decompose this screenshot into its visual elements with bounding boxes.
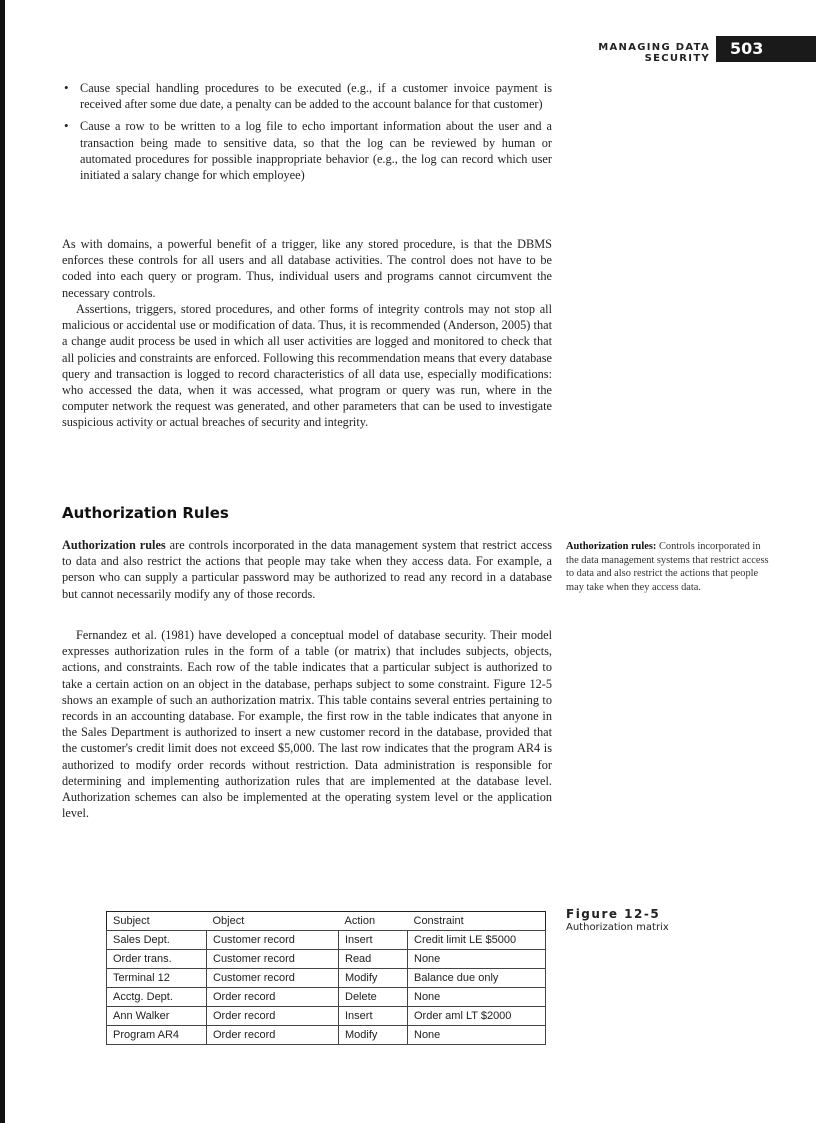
bullet-item: • Cause special handling procedures to be executed (e.g., if a customer invoice payment is received after some due date, a penalty can be added to the account balance for that customer) bbox=[62, 80, 552, 112]
table-cell: Read bbox=[339, 950, 408, 969]
paragraph-authorization-model: Fernandez et al. (1981) have developed a conceptual model of database security. Their model expresses authorization rules in the form of a table (or matrix) that includes subjects, objects, actions, and constraints. Each row of the table indicates that a particular subject is authorized to take a certain action on an object in the database, perhaps subject to some constraint. Figure 12-5 shows an example of such an authorization matrix. This table contains several entries pertaining to records in an accounting database. For example, the first row in the table indicates that anyone in the Sales Department is authorized to insert a new customer record in the database, provided that the customer's credit limit does not exceed $5,000. The last row indicates that the program AR4 is authorized to modify order records without restriction. Data administration is responsible for determining and implementing authorization rules that are implemented at the database level. Authorization schemes can also be implemented at the operating system level or the application level. bbox=[62, 628, 552, 821]
authorization-matrix-table bbox=[106, 911, 546, 1045]
column-header: Object bbox=[207, 912, 339, 931]
table-cell: Order record bbox=[207, 1026, 339, 1045]
bullet-item: • Cause a row to be written to a log file to echo important information about the user and a transaction being made to sensitive data, so that the log can be reviewed by human or automated procedures for possible inappropriate behavior (e.g., the log can record which user initiated a salary change for which employee) bbox=[62, 118, 552, 183]
table-cell: Acctg. Dept. bbox=[107, 988, 207, 1007]
table-cell: Customer record bbox=[207, 931, 339, 950]
table-header-row bbox=[107, 912, 546, 931]
figure-label bbox=[566, 908, 766, 934]
margin-definition bbox=[566, 540, 772, 594]
paragraph-trigger-benefit: As with domains, a powerful benefit of a trigger, like any stored procedure, is that the DBMS enforces these controls for all users and all database activities. The control does not have to be coded into each query or program. Thus, individual users and programs cannot circumvent the necessary controls. bbox=[62, 237, 552, 300]
paragraph-change-audit: Assertions, triggers, stored procedures, and other forms of integrity controls may not stop all malicious or accidental use or modification of data. Thus, it is recommended (Anderson, 2005) that a change audit process be used in which all user activities are logged and monitored to check that all policies and constraints are enforced. Following this recommendation means that every database query and transaction is logged to record characteristics of all data use, especially modifications: who accessed the data, when it was accessed, what program or query was run, where in the computer network the request was generated, and other parameters that can be used to investigate suspicious activity or actual breaches of security and integrity. bbox=[62, 302, 553, 430]
figure-caption: Authorization matrix bbox=[566, 922, 669, 933]
table-cell: None bbox=[408, 1026, 546, 1045]
table-cell: Balance due only bbox=[408, 969, 546, 988]
table-row bbox=[107, 1026, 546, 1045]
table-cell: Order record bbox=[207, 1007, 339, 1026]
page-number: 503 bbox=[716, 36, 816, 62]
table-cell: Order trans. bbox=[107, 950, 207, 969]
page-spine-edge bbox=[0, 0, 5, 1123]
table-cell: Insert bbox=[339, 931, 408, 950]
margin-text: Controls incorporated in the data management systems that restrict access to data and also restrict the actions that people may take when they access data. bbox=[566, 541, 769, 593]
bullet-list bbox=[62, 80, 552, 189]
table-cell: Ann Walker bbox=[107, 1007, 207, 1026]
table-cell: Insert bbox=[339, 1007, 408, 1026]
margin-term: Authorization rules: bbox=[566, 541, 657, 552]
table-row bbox=[107, 1007, 546, 1026]
table-cell: Modify bbox=[339, 1026, 408, 1045]
figure-number: Figure 12-5 bbox=[566, 907, 661, 921]
column-header: Action bbox=[339, 912, 408, 931]
table-cell: Delete bbox=[339, 988, 408, 1007]
section-heading: Authorization Rules bbox=[62, 504, 229, 522]
column-header: Constraint bbox=[408, 912, 546, 931]
table-cell: Customer record bbox=[207, 950, 339, 969]
table-row bbox=[107, 969, 546, 988]
table-cell: None bbox=[408, 950, 546, 969]
running-header: MANAGING DATA SECURITY bbox=[598, 42, 710, 64]
paragraph-authorization-definition bbox=[62, 537, 552, 602]
table-cell: Sales Dept. bbox=[107, 931, 207, 950]
table-cell: Terminal 12 bbox=[107, 969, 207, 988]
column-header: Subject bbox=[107, 912, 207, 931]
table-row bbox=[107, 988, 546, 1007]
table-row bbox=[107, 931, 546, 950]
table-cell: Order record bbox=[207, 988, 339, 1007]
table-cell: Program AR4 bbox=[107, 1026, 207, 1045]
table-cell: Modify bbox=[339, 969, 408, 988]
key-term: Authorization rules bbox=[62, 538, 166, 552]
paragraph-text: are controls incorporated in the data management system that restrict access to data and also restrict the actions that people may take when they access data. For example, a person who can supply a particular password may be authorized to read any record in a database but cannot necessarily modify any of those records. bbox=[62, 538, 553, 601]
table-cell: Order aml LT $2000 bbox=[408, 1007, 546, 1026]
table-row bbox=[107, 950, 546, 969]
table-cell: Credit limit LE $5000 bbox=[408, 931, 546, 950]
table-cell: None bbox=[408, 988, 546, 1007]
table-cell: Customer record bbox=[207, 969, 339, 988]
